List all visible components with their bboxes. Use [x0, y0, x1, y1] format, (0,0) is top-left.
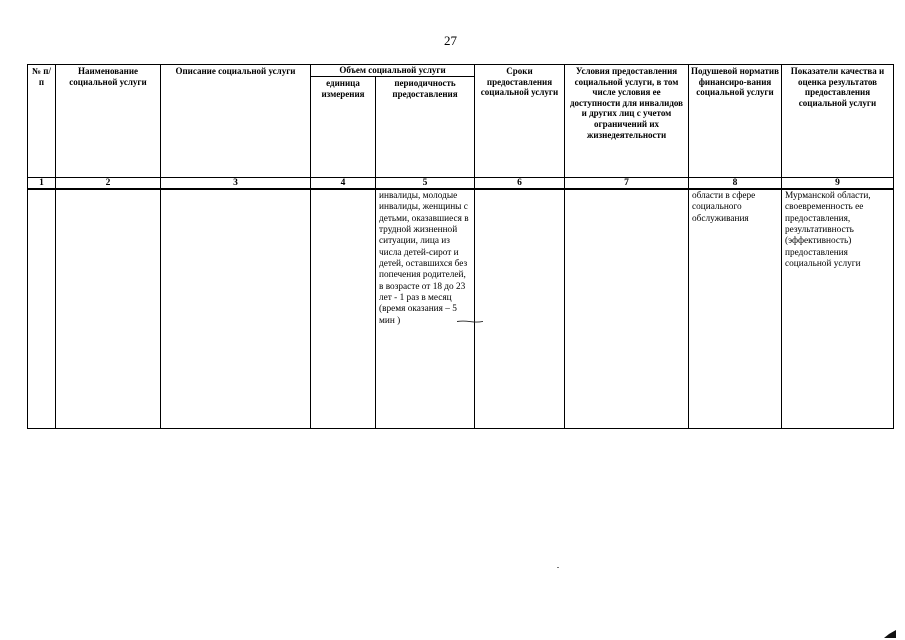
cell-unit [311, 189, 376, 429]
column-number: 9 [782, 178, 894, 190]
header-row-top [28, 65, 894, 77]
social-service-table [27, 64, 894, 429]
header-service-volume: Объем социальной услуги [311, 65, 475, 77]
column-number: 7 [565, 178, 689, 190]
header-quality-indicators: Показатели качества и оценка результатов предоставления социальной услуги [782, 65, 894, 178]
header-funding-norm: Подушевой норматив финансиро-вания социальной услуги [689, 65, 782, 178]
column-number: 1 [28, 178, 56, 190]
column-number: 6 [475, 178, 565, 190]
column-number: 2 [56, 178, 161, 190]
table-row [28, 189, 894, 429]
header-service-terms: Сроки предоставления социальной услуги [475, 65, 565, 178]
cell-service-terms [475, 189, 565, 429]
header-periodicity: периодичность предоставления [376, 77, 475, 178]
header-unit: единица измерения [311, 77, 376, 178]
header-number: № п/п [28, 65, 56, 178]
column-number: 3 [161, 178, 311, 190]
column-numbers-row [28, 178, 894, 190]
pen-stroke-mark [457, 320, 483, 323]
cell-periodicity: инвалиды, молодые инвалиды, женщины с детьми, оказавшиеся в трудной жизненной ситуации, лица из числа детей-сирот и детей, оставшихся без попечения родителей, в возрасте от 18 до 23 лет - 1 раз в месяц (время оказания – 5 мин ) [376, 189, 475, 429]
cell-service-conditions [565, 189, 689, 429]
scan-speck [557, 567, 559, 568]
page-number: 27 [444, 33, 457, 48]
cell-service-name [56, 189, 161, 429]
cell-service-description [161, 189, 311, 429]
column-number: 4 [311, 178, 376, 190]
cell-quality-indicators: Мурманской области, своевременность ее предоставления, результативность (эффективность) предоставления социальной услуги [782, 189, 894, 429]
cell-number [28, 189, 56, 429]
scan-corner-mark [884, 630, 896, 638]
column-number: 8 [689, 178, 782, 190]
header-service-description: Описание социальной услуги [161, 65, 311, 178]
header-service-conditions: Условия предоставления социальной услуги, в том числе условия ее доступности для инвалидов и других лиц с учетом ограничений их жизнедеятельности [565, 65, 689, 178]
cell-funding-norm: области в сфере социального обслуживания [689, 189, 782, 429]
header-service-name: Наименование социальной услуги [56, 65, 161, 178]
column-number: 5 [376, 178, 475, 190]
